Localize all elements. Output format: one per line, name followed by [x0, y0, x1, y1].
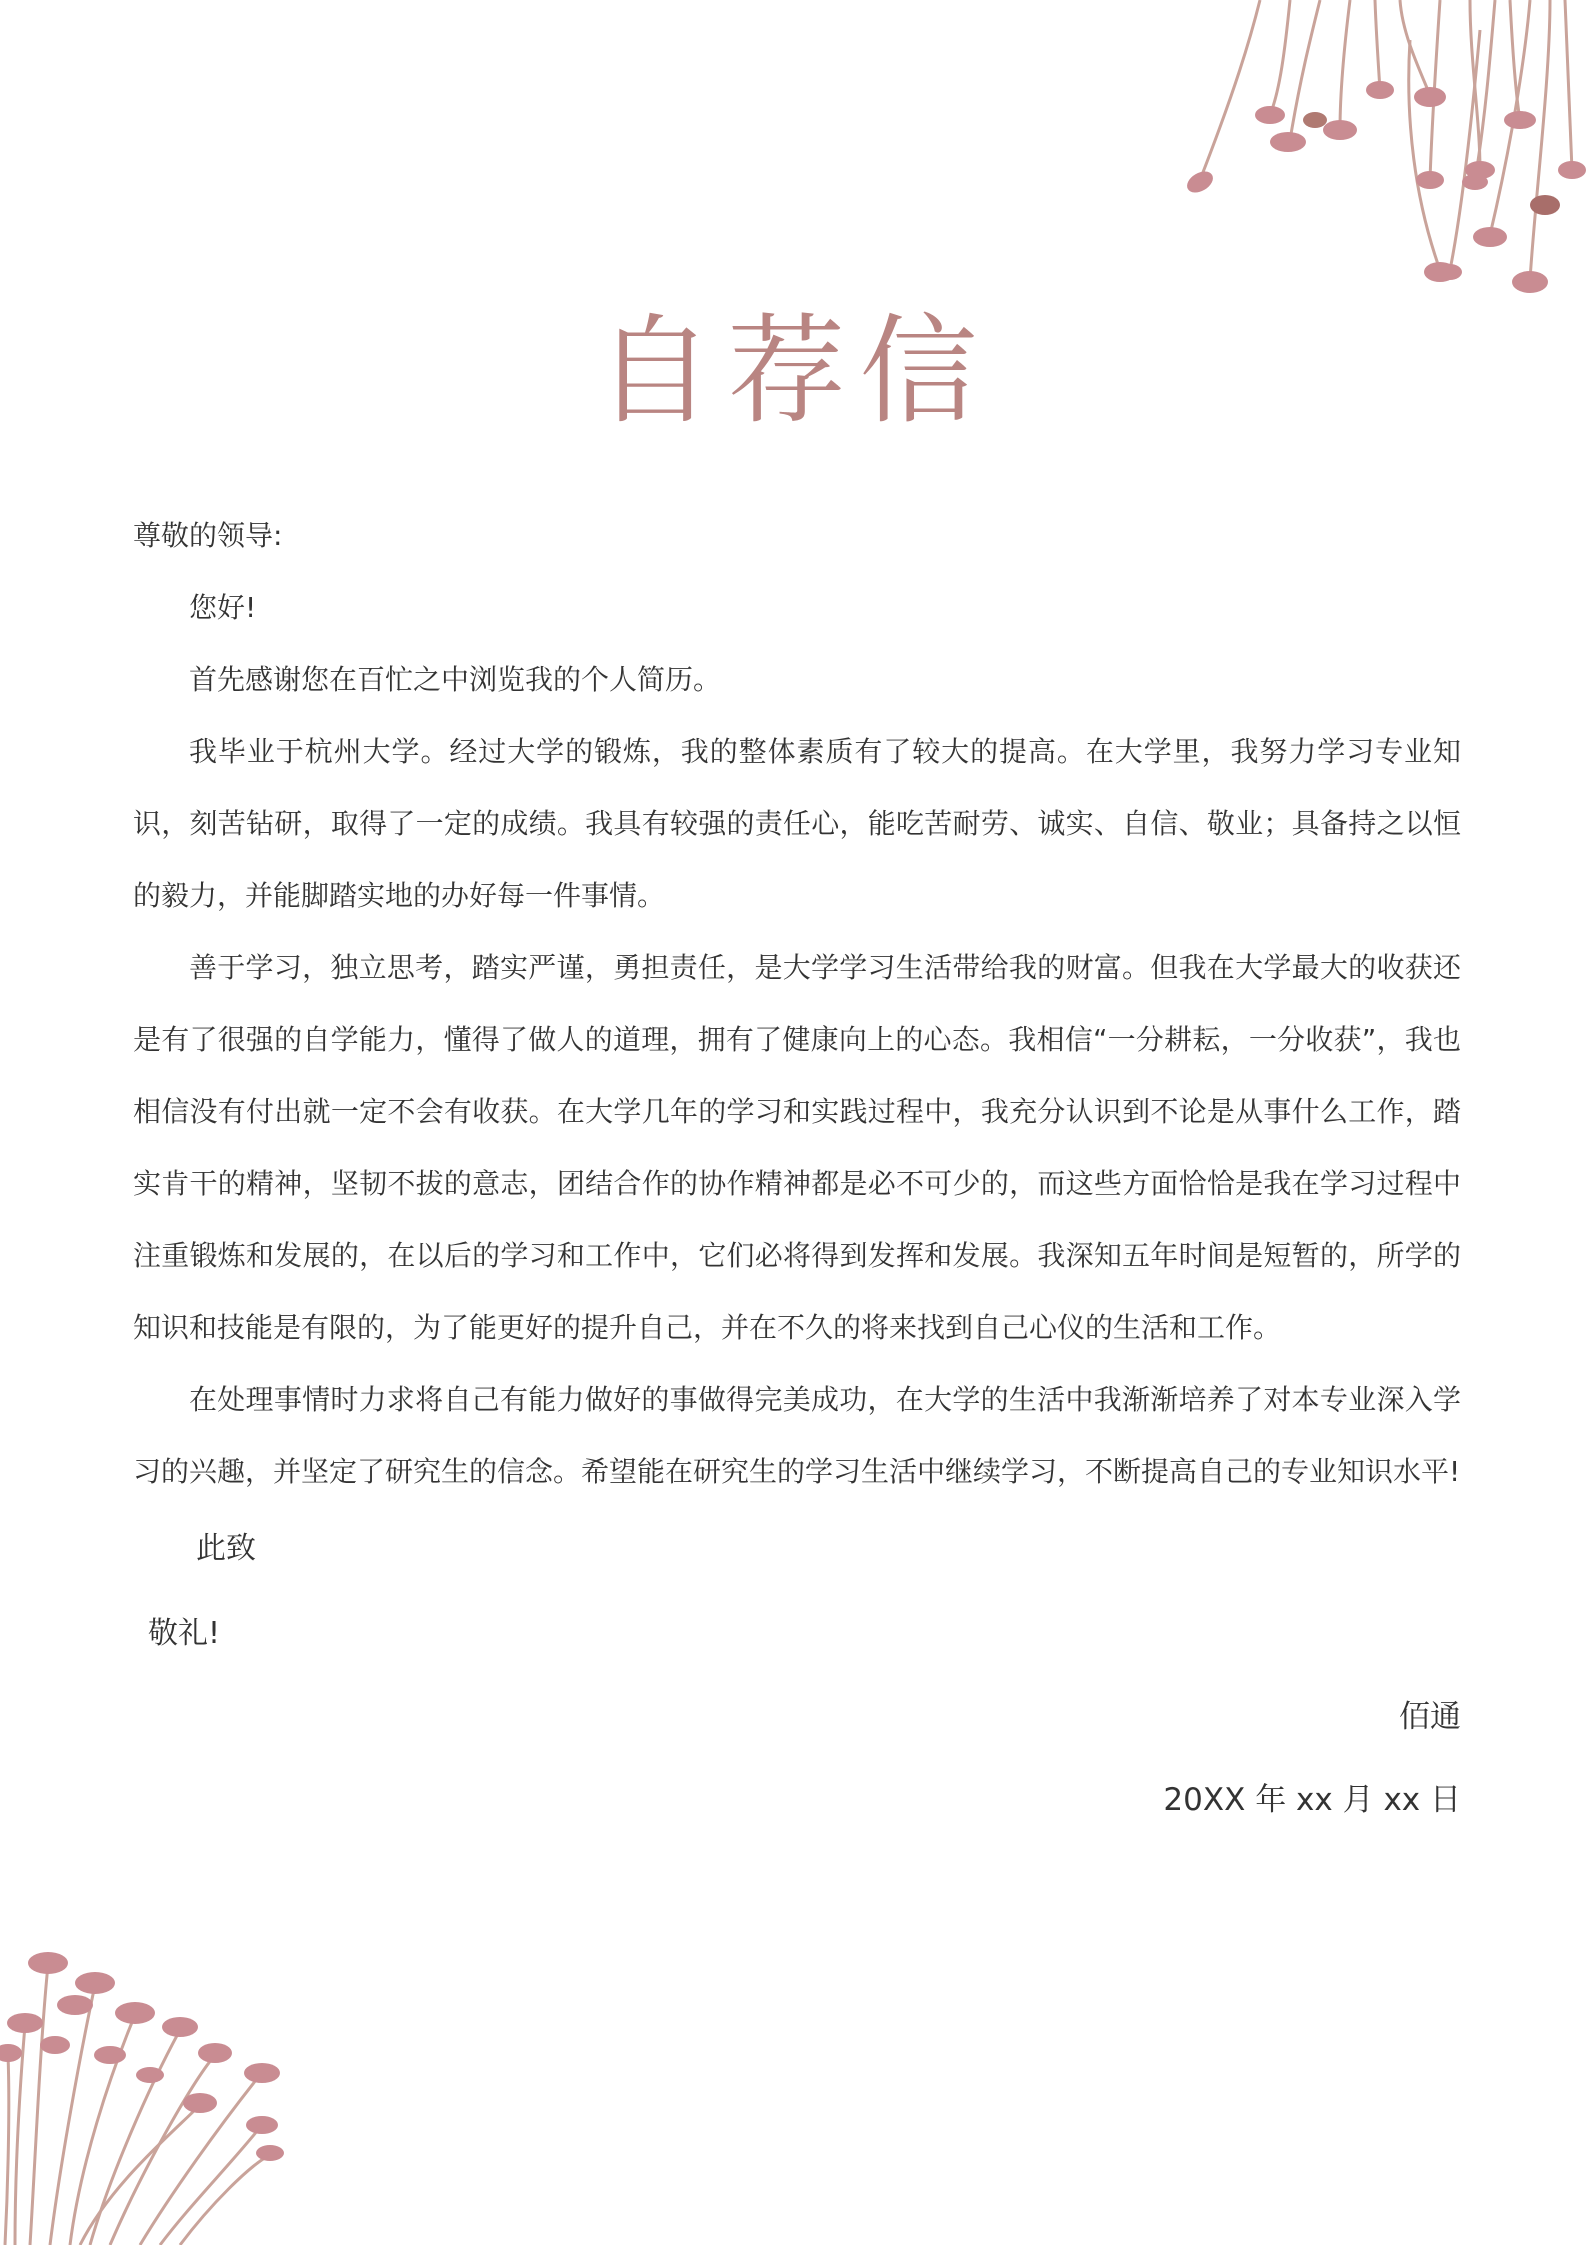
paragraph: 善于学习，独立思考，踏实严谨，勇担责任，是大学学习生活带给我的财富。但我在大学最大的收获还是有了很强的自学能力，懂得了做人的道理，拥有了健康向上的心态。我相信“一分耕耘，一分收获”，我也相信没有付出就一定不会有收获。在大学几年的学习和实践过程中，我充分认识到不论是从事什么工作，踏实肯干的精神，坚韧不拔的意志，团结合作的协作精神都是必不可少的，而这些方面恰恰是我在学习过程中注重锻炼和发展的，在以后的学习和工作中，它们必将得到发挥和发展。我深知五年时间是短暂的，所学的知识和技能是有限的，为了能更好的提升自己，并在不久的将来找到自己心仪的生活和工作。: [133, 951, 1461, 1344]
letter-body: [133, 500, 1461, 1508]
decorative-flowers-top: [1140, 0, 1587, 330]
greeting: 您好!: [189, 591, 257, 624]
page-title: 自荐信: [595, 302, 992, 441]
paragraph: 首先感谢您在百忙之中浏览我的个人简历。: [189, 663, 722, 696]
paragraph: 我毕业于杭州大学。经过大学的锻炼，我的整体素质有了较大的提高。在大学里，我努力学习专业知识，刻苦钻研，取得了一定的成绩。我具有较强的责任心，能吃苦耐劳、诚实、自信、敬业；具备持之以恒的毅力，并能脚踏实地的办好每一件事情。: [133, 735, 1461, 912]
closing-salute: 敬礼!: [148, 1616, 221, 1651]
letter-date: 20XX 年 xx 月 xx 日: [1163, 1782, 1461, 1818]
dried-flower-illustration-bottom: [0, 1905, 300, 2245]
decorative-flowers-bottom: [0, 1905, 300, 2245]
paragraph: 在处理事情时力求将自己有能力做好的事做得完美成功，在大学的生活中我渐渐培养了对本专业深入学习的兴趣，并坚定了研究生的信念。希望能在研究生的学习生活中继续学习，不断提高自己的专业知识水平!: [133, 1383, 1461, 1488]
closing-phrase: 此致: [196, 1531, 256, 1566]
dried-flower-illustration-top: [1140, 0, 1587, 330]
signer-name: 佰通: [1399, 1699, 1461, 1735]
salutation: 尊敬的领导:: [133, 519, 283, 552]
